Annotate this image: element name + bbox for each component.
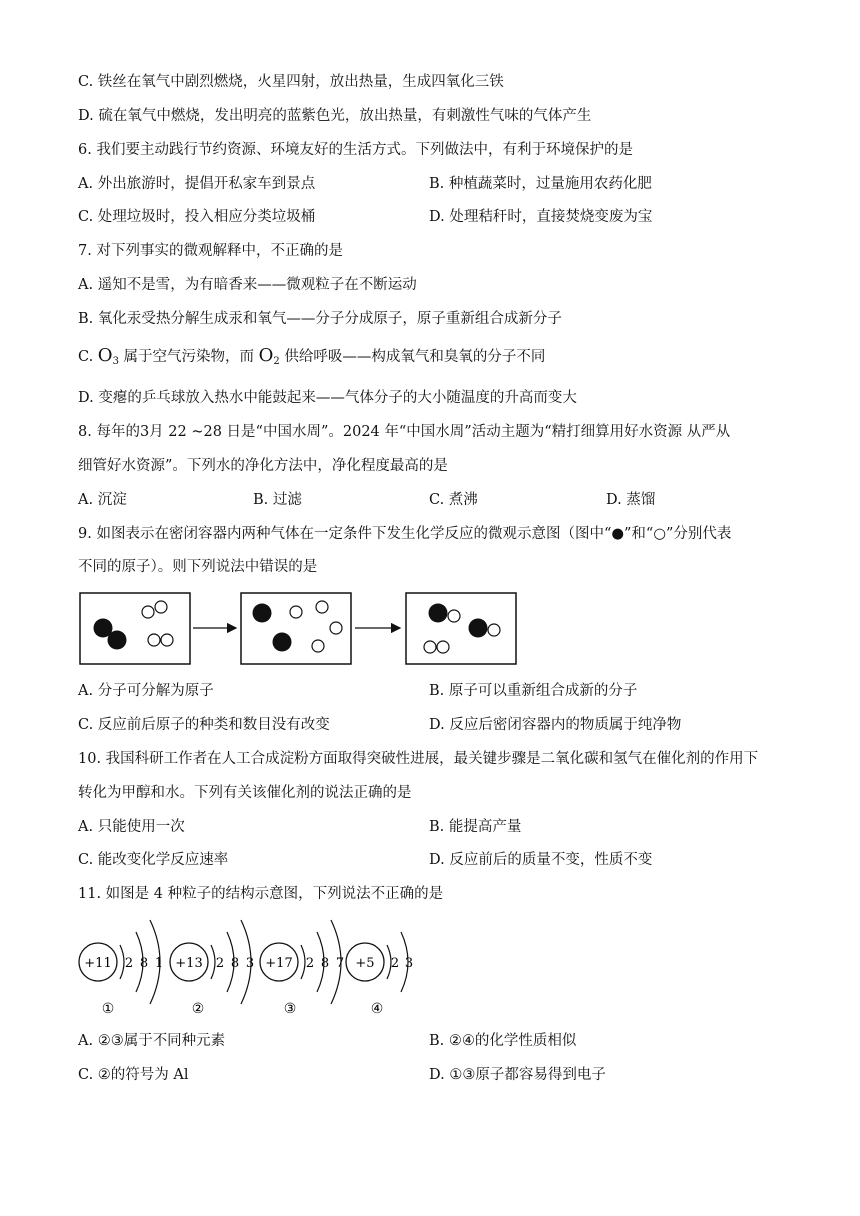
q7c-prefix: C. (78, 349, 98, 365)
reaction-diagram (78, 590, 528, 668)
atom-1-shell-3: 1 (154, 956, 164, 971)
atom-3-nucleus: +17 (265, 956, 293, 971)
atom-1-shell-2: 8 (139, 956, 149, 971)
atom-3 (260, 920, 344, 1017)
atom-3-shell-1: 2 (305, 956, 315, 971)
atom-structure-diagram (76, 912, 436, 1022)
q8-option-d: D. 蒸馏 (606, 492, 656, 508)
atom-3-label: ③ (283, 1001, 297, 1017)
q9-option-c: C. 反应前后原子的种类和数目没有改变 (78, 717, 330, 733)
ozone-formula: O (97, 345, 113, 366)
q9-option-b: B. 原子可以重新组合成新的分子 (429, 683, 638, 699)
q7-option-b: B. 氧化汞受热分解生成汞和氧气——分子分成原子，原子重新组合成新分子 (78, 311, 562, 327)
atom-1-label: ① (101, 1001, 115, 1017)
q8-stem-line2: 细管好水资源”。下列水的净化方法中，净化程度最高的是 (78, 458, 448, 474)
q11-option-c: C. ②的符号为 Al (78, 1067, 189, 1083)
after-reaction-box (406, 593, 516, 664)
q9-option-a: A. 分子可分解为原子 (78, 683, 214, 699)
q6-stem: 6. 我们要主动践行节约资源、环境友好的生活方式。下列做法中，有利于环境保护的是 (78, 142, 633, 158)
q10-stem-line1: 10. 我国科研工作者在人工合成淀粉方面取得突破性进展，最关键步骤是二氧化碳和氢气在催化剂的作用下 (78, 751, 759, 767)
q7-option-a: A. 遥知不是雪，为有暗香来——微观粒子在不断运动 (78, 277, 417, 293)
q8-option-c: C. 煮沸 (429, 492, 478, 508)
during-reaction-box (241, 593, 351, 664)
oxygen-subscript: 2 (273, 356, 280, 367)
q9-stem-line1: 9. 如图表示在密闭容器内两种气体在一定条件下发生化学反应的微观示意图（图中“●”和“○”分别代表 (78, 526, 732, 542)
q8-stem-line1: 8. 每年的3月 22 ~28 日是“中国水周”。2024 年“中国水周”活动主题为“精打细算用好水资源 从严从 (78, 424, 731, 440)
q7-option-d: D. 变瘪的乒乓球放入热水中能鼓起来——气体分子的大小随温度的升高而变大 (78, 390, 577, 406)
atom-3-shell-3: 7 (335, 956, 345, 971)
q5-option-d: D. 硫在氧气中燃烧，发出明亮的蓝紫色光，放出热量，有刺激性气味的气体产生 (78, 108, 592, 124)
atom-4-nucleus: +5 (355, 956, 375, 971)
atom-2 (170, 920, 254, 1017)
atom-4-label: ④ (370, 1001, 384, 1017)
ozone-subscript: 3 (112, 356, 119, 367)
atom-1-nucleus: +11 (84, 956, 112, 971)
q11-stem: 11. 如图是 4 种粒子的结构示意图，下列说法不正确的是 (78, 886, 444, 902)
atom-4-shell-1: 2 (390, 956, 400, 971)
q10-stem-line2: 转化为甲醇和水。下列有关该催化剂的说法正确的是 (78, 785, 412, 801)
atom-2-shell-1: 2 (215, 956, 225, 971)
q10-option-d: D. 反应前后的质量不变，性质不变 (429, 852, 653, 868)
q11-option-a: A. ②③属于不同种元素 (78, 1033, 226, 1049)
q10-option-c: C. 能改变化学反应速率 (78, 852, 229, 868)
q8-option-a: A. 沉淀 (78, 492, 127, 508)
q9-stem-line2: 不同的原子）。则下列说法中错误的是 (78, 559, 318, 575)
atom-4-shell-2: 3 (404, 956, 414, 971)
before-reaction-box (80, 593, 190, 664)
q6-option-b: B. 种植蔬菜时，过量施用农药化肥 (429, 176, 652, 192)
atom-1-shell-1: 2 (124, 956, 134, 971)
q7c-suffix: 供给呼吸——构成氧气和臭氧的分子不同 (279, 349, 546, 365)
q8-option-b: B. 过滤 (253, 492, 302, 508)
q5-option-c: C. 铁丝在氧气中剧烈燃烧，火星四射，放出热量，生成四氧化三铁 (78, 74, 504, 90)
atom-3-shell-2: 8 (320, 956, 330, 971)
atom-2-label: ② (191, 1001, 205, 1017)
q9-option-d: D. 反应后密闭容器内的物质属于纯净物 (429, 717, 682, 733)
q7-stem: 7. 对下列事实的微观解释中，不正确的是 (78, 243, 343, 259)
q6-option-a: A. 外出旅游时，提倡开私家车到景点 (78, 176, 316, 192)
q10-option-a: A. 只能使用一次 (78, 819, 185, 835)
q6-option-c: C. 处理垃圾时，投入相应分类垃圾桶 (78, 209, 316, 225)
q7-option-c (78, 346, 545, 372)
q7c-middle: 属于空气污染物，而 (118, 349, 259, 365)
q11-option-d: D. ①③原子都容易得到电子 (429, 1067, 606, 1083)
atom-2-nucleus: +13 (175, 956, 203, 971)
oxygen-formula: O (258, 345, 274, 366)
atom-2-shell-3: 3 (245, 956, 255, 971)
q10-option-b: B. 能提高产量 (429, 819, 522, 835)
atom-4 (346, 932, 413, 1017)
atom-2-shell-2: 8 (230, 956, 240, 971)
atom-1 (79, 920, 163, 1017)
q6-option-d: D. 处理秸秆时，直接焚烧变废为宝 (429, 209, 653, 225)
q11-option-b: B. ②④的化学性质相似 (429, 1033, 577, 1049)
